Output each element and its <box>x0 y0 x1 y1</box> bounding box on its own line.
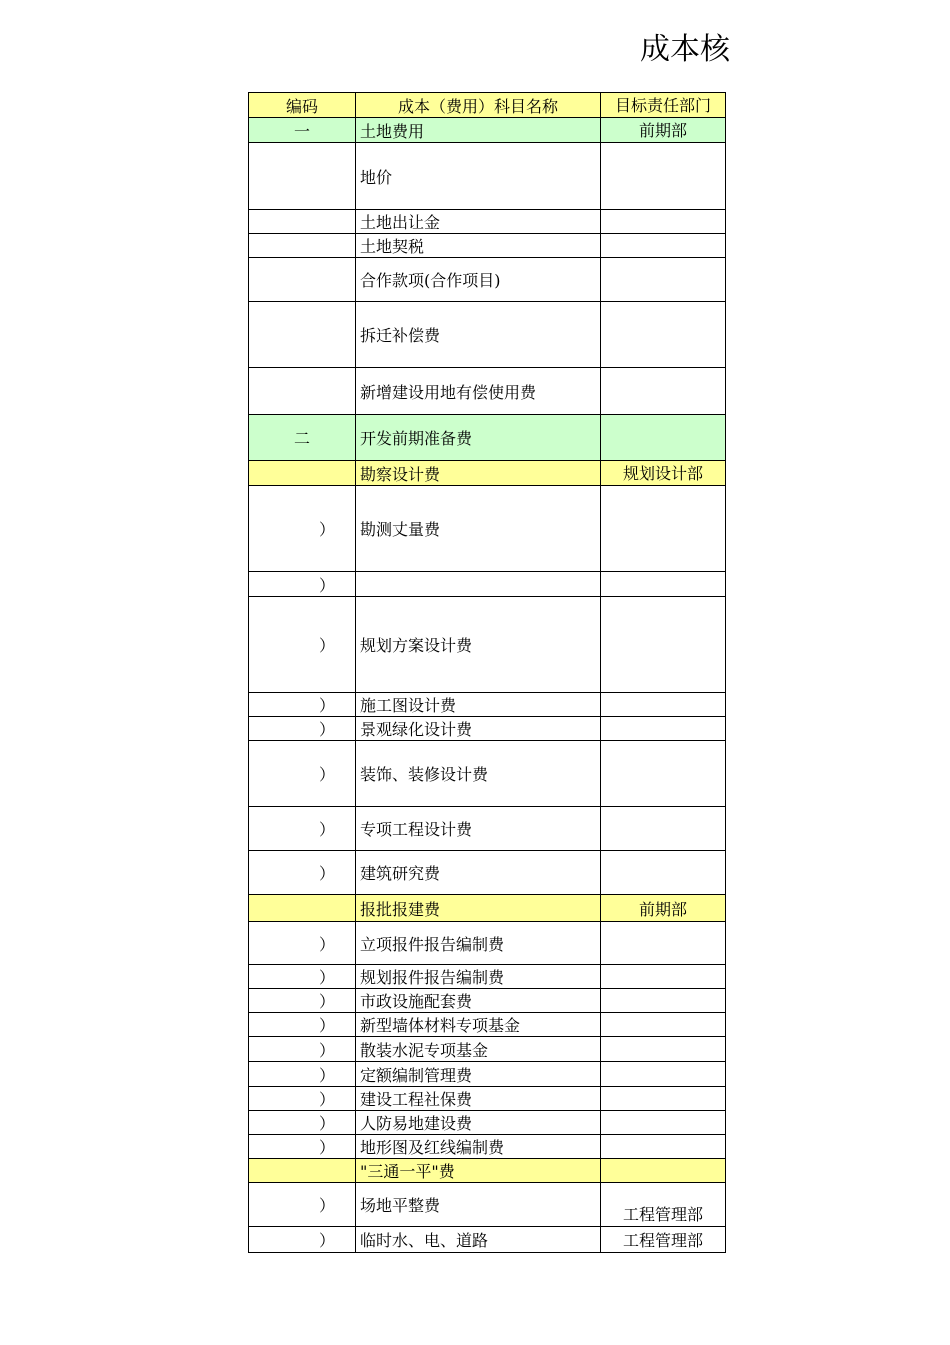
row-code: 一 <box>249 118 356 143</box>
table-row <box>249 717 726 741</box>
row-dept <box>601 1087 726 1111</box>
row-name: 定额编制管理费 <box>356 1062 601 1087</box>
row-dept <box>601 368 726 415</box>
row-code <box>249 234 356 258</box>
table-row <box>249 1227 726 1253</box>
table-row <box>249 965 726 989</box>
row-dept <box>601 989 726 1013</box>
row-code <box>249 895 356 922</box>
row-code: ） <box>249 851 356 895</box>
table-row <box>249 807 726 851</box>
row-code: ） <box>249 1111 356 1135</box>
row-dept <box>601 922 726 965</box>
table-row <box>249 693 726 717</box>
row-code: 二 <box>249 415 356 461</box>
row-name: 规划方案设计费 <box>356 597 601 693</box>
row-name: 散装水泥专项基金 <box>356 1037 601 1062</box>
row-name: 土地出让金 <box>356 210 601 234</box>
row-dept <box>601 1111 726 1135</box>
row-code <box>249 210 356 234</box>
table-row <box>249 741 726 807</box>
row-name: 合作款项(合作项目) <box>356 258 601 302</box>
page-title: 成本核 <box>640 32 730 67</box>
row-code <box>249 461 356 486</box>
row-dept <box>601 965 726 989</box>
row-dept <box>601 143 726 210</box>
table-row <box>249 895 726 922</box>
header-code: 编码 <box>249 93 356 118</box>
row-name: 开发前期准备费 <box>356 415 601 461</box>
row-name <box>356 572 601 597</box>
row-code: ） <box>249 1062 356 1087</box>
row-name: 建设工程社保费 <box>356 1087 601 1111</box>
row-code <box>249 368 356 415</box>
row-name: 临时水、电、道路 <box>356 1227 601 1253</box>
table-row <box>249 461 726 486</box>
cost-table <box>248 92 726 1253</box>
row-dept <box>601 486 726 572</box>
row-dept <box>601 415 726 461</box>
row-name: 市政设施配套费 <box>356 989 601 1013</box>
table-row <box>249 486 726 572</box>
row-dept: 规划设计部 <box>601 461 726 486</box>
table-row <box>249 258 726 302</box>
table-row <box>249 597 726 693</box>
row-dept: 前期部 <box>601 895 726 922</box>
row-name: 专项工程设计费 <box>356 807 601 851</box>
header-dept: 目标责任部门 <box>601 93 726 118</box>
table-row <box>249 1183 726 1227</box>
table-row <box>249 1062 726 1087</box>
row-code <box>249 1159 356 1183</box>
table-row <box>249 118 726 143</box>
row-code: ） <box>249 693 356 717</box>
row-code <box>249 302 356 368</box>
table-row <box>249 1037 726 1062</box>
row-name: 勘察设计费 <box>356 461 601 486</box>
row-dept <box>601 807 726 851</box>
table-row <box>249 234 726 258</box>
table-row <box>249 1159 726 1183</box>
row-code: ） <box>249 965 356 989</box>
row-code: ） <box>249 597 356 693</box>
table-row <box>249 1111 726 1135</box>
table-row <box>249 415 726 461</box>
row-code: ） <box>249 1135 356 1159</box>
row-dept <box>601 717 726 741</box>
row-name: 新型墙体材料专项基金 <box>356 1013 601 1037</box>
row-name: 人防易地建设费 <box>356 1111 601 1135</box>
table-row <box>249 368 726 415</box>
row-name: 装饰、装修设计费 <box>356 741 601 807</box>
row-code <box>249 143 356 210</box>
row-code: ） <box>249 717 356 741</box>
row-code: ） <box>249 1227 356 1253</box>
row-code: ） <box>249 1037 356 1062</box>
row-code: ） <box>249 1013 356 1037</box>
row-dept <box>601 210 726 234</box>
table-row <box>249 989 726 1013</box>
row-name: 地形图及红线编制费 <box>356 1135 601 1159</box>
row-name: 土地契税 <box>356 234 601 258</box>
row-name: 施工图设计费 <box>356 693 601 717</box>
table-row <box>249 143 726 210</box>
row-name: 拆迁补偿费 <box>356 302 601 368</box>
row-dept <box>601 1135 726 1159</box>
row-dept <box>601 234 726 258</box>
table-row <box>249 1087 726 1111</box>
row-dept <box>601 302 726 368</box>
row-dept <box>601 572 726 597</box>
row-dept <box>601 1037 726 1062</box>
row-name: 地价 <box>356 143 601 210</box>
header-name: 成本（费用）科目名称 <box>356 93 601 118</box>
row-name: 勘测丈量费 <box>356 486 601 572</box>
row-dept <box>601 1013 726 1037</box>
row-dept <box>601 1159 726 1183</box>
row-dept <box>601 258 726 302</box>
table-row <box>249 851 726 895</box>
row-dept <box>601 597 726 693</box>
row-dept <box>601 851 726 895</box>
row-name: 场地平整费 <box>356 1183 601 1227</box>
row-dept <box>601 693 726 717</box>
row-code: ） <box>249 741 356 807</box>
row-name: 土地费用 <box>356 118 601 143</box>
cost-table-body <box>249 93 726 1253</box>
row-code: ） <box>249 922 356 965</box>
table-row <box>249 922 726 965</box>
row-name: 建筑研究费 <box>356 851 601 895</box>
row-code: ） <box>249 1183 356 1227</box>
row-dept: 工程管理部 <box>601 1227 726 1253</box>
row-code <box>249 258 356 302</box>
row-name: 景观绿化设计费 <box>356 717 601 741</box>
row-code: ） <box>249 1087 356 1111</box>
row-name: 报批报建费 <box>356 895 601 922</box>
row-name: 规划报件报告编制费 <box>356 965 601 989</box>
row-name: 新增建设用地有偿使用费 <box>356 368 601 415</box>
row-dept <box>601 1062 726 1087</box>
row-dept <box>601 741 726 807</box>
table-header-row <box>249 93 726 118</box>
row-code: ） <box>249 572 356 597</box>
row-name: "三通一平"费 <box>356 1159 601 1183</box>
table-row <box>249 572 726 597</box>
row-code: ） <box>249 486 356 572</box>
row-dept: 前期部 <box>601 118 726 143</box>
row-dept: 工程管理部 <box>601 1183 726 1227</box>
table-row <box>249 1013 726 1037</box>
table-row <box>249 210 726 234</box>
table-row <box>249 1135 726 1159</box>
row-code: ） <box>249 807 356 851</box>
row-code: ） <box>249 989 356 1013</box>
row-name: 立项报件报告编制费 <box>356 922 601 965</box>
table-row <box>249 302 726 368</box>
